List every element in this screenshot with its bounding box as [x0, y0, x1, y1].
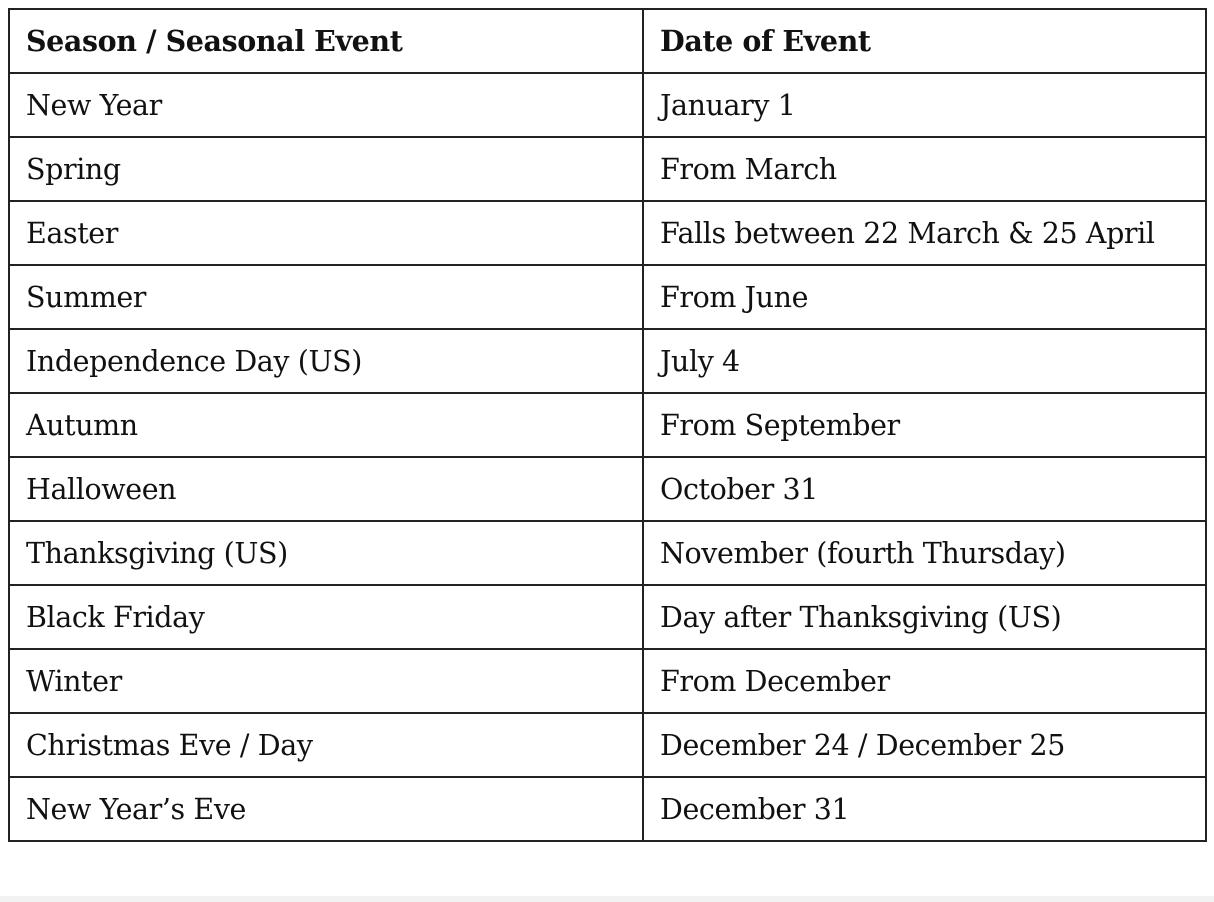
table-row [9, 777, 1206, 841]
event-cell: New Year [9, 73, 643, 137]
event-cell: Winter [9, 649, 643, 713]
date-cell: July 4 [643, 329, 1206, 393]
date-cell: October 31 [643, 457, 1206, 521]
date-cell: From June [643, 265, 1206, 329]
header-season-event: Season / Seasonal Event [9, 9, 643, 73]
table-row [9, 649, 1206, 713]
date-cell: From September [643, 393, 1206, 457]
table-row [9, 201, 1206, 265]
date-cell: Falls between 22 March & 25 April [643, 201, 1206, 265]
date-cell: Day after Thanksgiving (US) [643, 585, 1206, 649]
seasonal-events-table-container [8, 8, 1207, 842]
table-row [9, 585, 1206, 649]
date-cell: From March [643, 137, 1206, 201]
table-row [9, 457, 1206, 521]
event-cell: Easter [9, 201, 643, 265]
date-cell: January 1 [643, 73, 1206, 137]
event-cell: Black Friday [9, 585, 643, 649]
table-row [9, 137, 1206, 201]
event-cell: Spring [9, 137, 643, 201]
date-cell: November (fourth Thursday) [643, 521, 1206, 585]
event-cell: New Year’s Eve [9, 777, 643, 841]
event-cell: Summer [9, 265, 643, 329]
table-row [9, 521, 1206, 585]
table-row [9, 713, 1206, 777]
event-cell: Independence Day (US) [9, 329, 643, 393]
seasonal-events-table [8, 8, 1207, 842]
event-cell: Christmas Eve / Day [9, 713, 643, 777]
table-header-row [9, 9, 1206, 73]
header-date-of-event: Date of Event [643, 9, 1206, 73]
date-cell: December 24 / December 25 [643, 713, 1206, 777]
page-bottom-divider [0, 896, 1214, 902]
event-cell: Autumn [9, 393, 643, 457]
event-cell: Thanksgiving (US) [9, 521, 643, 585]
table-row [9, 329, 1206, 393]
table-row [9, 393, 1206, 457]
date-cell: From December [643, 649, 1206, 713]
table-row [9, 73, 1206, 137]
table-row [9, 265, 1206, 329]
event-cell: Halloween [9, 457, 643, 521]
date-cell: December 31 [643, 777, 1206, 841]
